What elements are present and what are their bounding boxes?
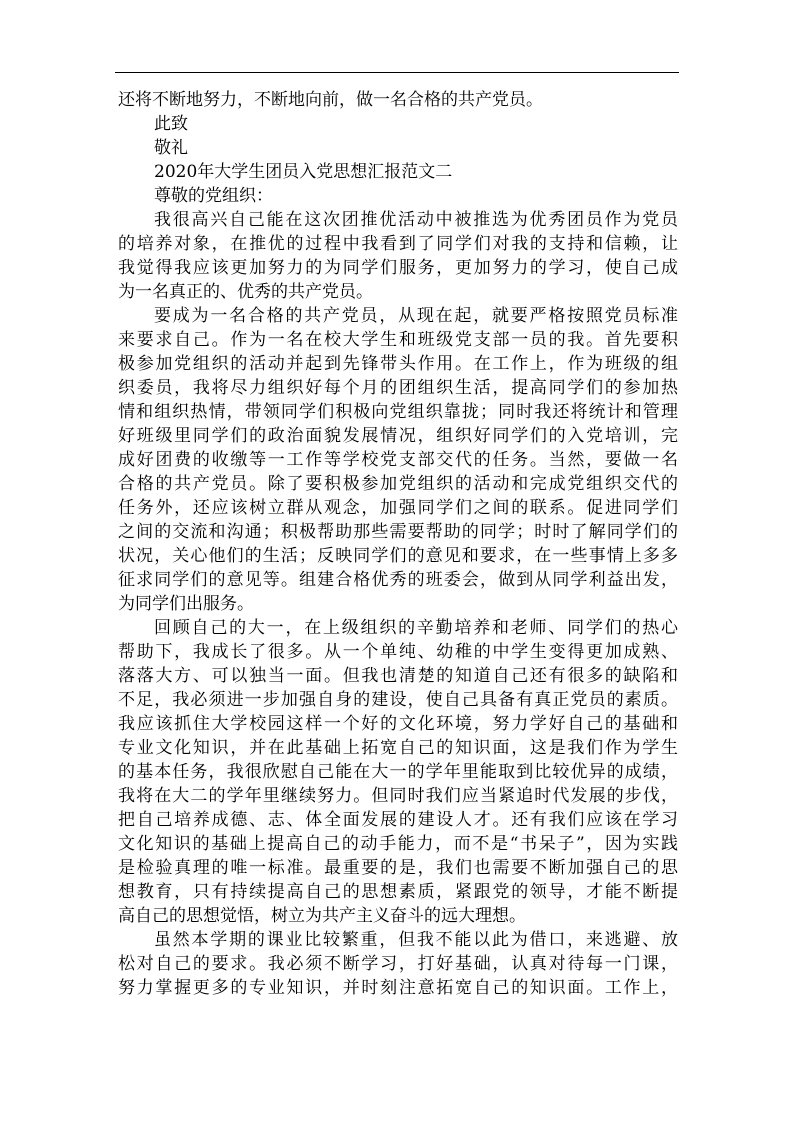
text-line: 此致 [154,114,188,134]
text-line: 虽然本学期的课业比较繁重，但我不能以此为借口，来逃避、放 [154,930,678,950]
text-line: 不足，我必须进一步加强自身的建设，使自己具备有真正党员的素质。 [118,690,678,710]
text-line: 我觉得我应该更加努力的为同学们服务，更加努力的学习，使自己成 [118,258,678,278]
text-line: 帮助下，我成长了很多。从一个单纯、幼稚的中学生变得更加成熟、 [118,642,678,662]
text-line: 要成为一名合格的共产党员，从现在起，就要严格按照党员标准 [154,306,678,326]
text-line: 努力掌握更多的专业知识，并时刻注意拓宽自己的知识面。工作上， [118,978,678,998]
text-line: 把自己培养成德、志、体全面发展的建设人才。还有我们应该在学习 [118,810,678,830]
text-line: 状况，关心他们的生活；反映同学们的意见和要求，在一些事情上多多 [118,546,678,566]
text-line: 极参加党组织的活动并起到先锋带头作用。在工作上，作为班级的组 [118,354,678,374]
text-line: 我将在大二的学年里继续努力。但同时我们应当紧追时代发展的步伐， [118,786,678,806]
text-line: 落落大方、可以独当一面。但我也清楚的知道自己还有很多的缺陷和 [118,666,678,686]
text-line: 好班级里同学们的政治面貌发展情况，组织好同学们的入党培训，完 [118,426,678,446]
text-line: 2020年大学生团员入党思想汇报范文二 [154,162,453,182]
text-line: 我应该抓住大学校园这样一个好的文化环境，努力学好自己的基础和 [118,714,678,734]
text-line: 合格的共产党员。除了要积极参加党组织的活动和完成党组织交代的 [118,474,678,494]
text-line: 专业文化知识，并在此基础上拓宽自己的知识面，这是我们作为学生 [118,738,678,758]
text-line: 任务外，还应该树立群从观念，加强同学们之间的联系。促进同学们 [118,498,678,518]
text-line: 松对自己的要求。我必须不断学习，打好基础，认真对待每一门课， [118,954,678,974]
text-line: 回顾自己的大一，在上级组织的辛勤培养和老师、同学们的热心 [154,618,678,638]
header-rule [115,72,679,73]
text-line: 想教育，只有持续提高自己的思想素质，紧跟党的领导，才能不断提 [118,882,678,902]
text-line: 情和组织热情，带领同学们积极向党组织靠拢；同时我还将统计和管理 [118,402,678,422]
text-line: 征求同学们的意见等。组建合格优秀的班委会，做到从同学利益出发， [118,570,678,590]
text-line: 尊敬的党组织： [154,186,273,206]
text-line: 的培养对象，在推优的过程中我看到了同学们对我的支持和信赖，让 [118,234,678,254]
text-line: 织委员，我将尽力组织好每个月的团组织生活，提高同学们的参加热 [118,378,678,398]
text-line: 高自己的思想觉悟，树立为共产主义奋斗的远大理想。 [118,906,526,926]
document-body [118,88,678,1000]
text-line: 为同学们出服务。 [118,594,254,614]
text-line: 为一名真正的、优秀的共产党员。 [118,282,373,302]
text-line: 文化知识的基础上提高自己的动手能力，而不是“书呆子”，因为实践 [118,834,678,854]
text-line: 是检验真理的唯一标准。最重要的是，我们也需要不断加强自己的思 [118,858,678,878]
text-line: 我很高兴自己能在这次团推优活动中被推选为优秀团员作为党员 [154,210,678,230]
text-line: 之间的交流和沟通；积极帮助那些需要帮助的同学；时时了解同学们的 [118,522,678,542]
text-line: 来要求自己。作为一名在校大学生和班级党支部一员的我。首先要积 [118,330,678,350]
text-line: 敬礼 [154,138,188,158]
text-line: 成好团费的收缴等一工作等学校党支部交代的任务。当然，要做一名 [118,450,678,470]
text-line: 的基本任务，我很欣慰自己能在大一的学年里能取到比较优异的成绩， [118,762,678,782]
text-line: 还将不断地努力，不断地向前，做一名合格的共产党员。 [118,90,543,110]
